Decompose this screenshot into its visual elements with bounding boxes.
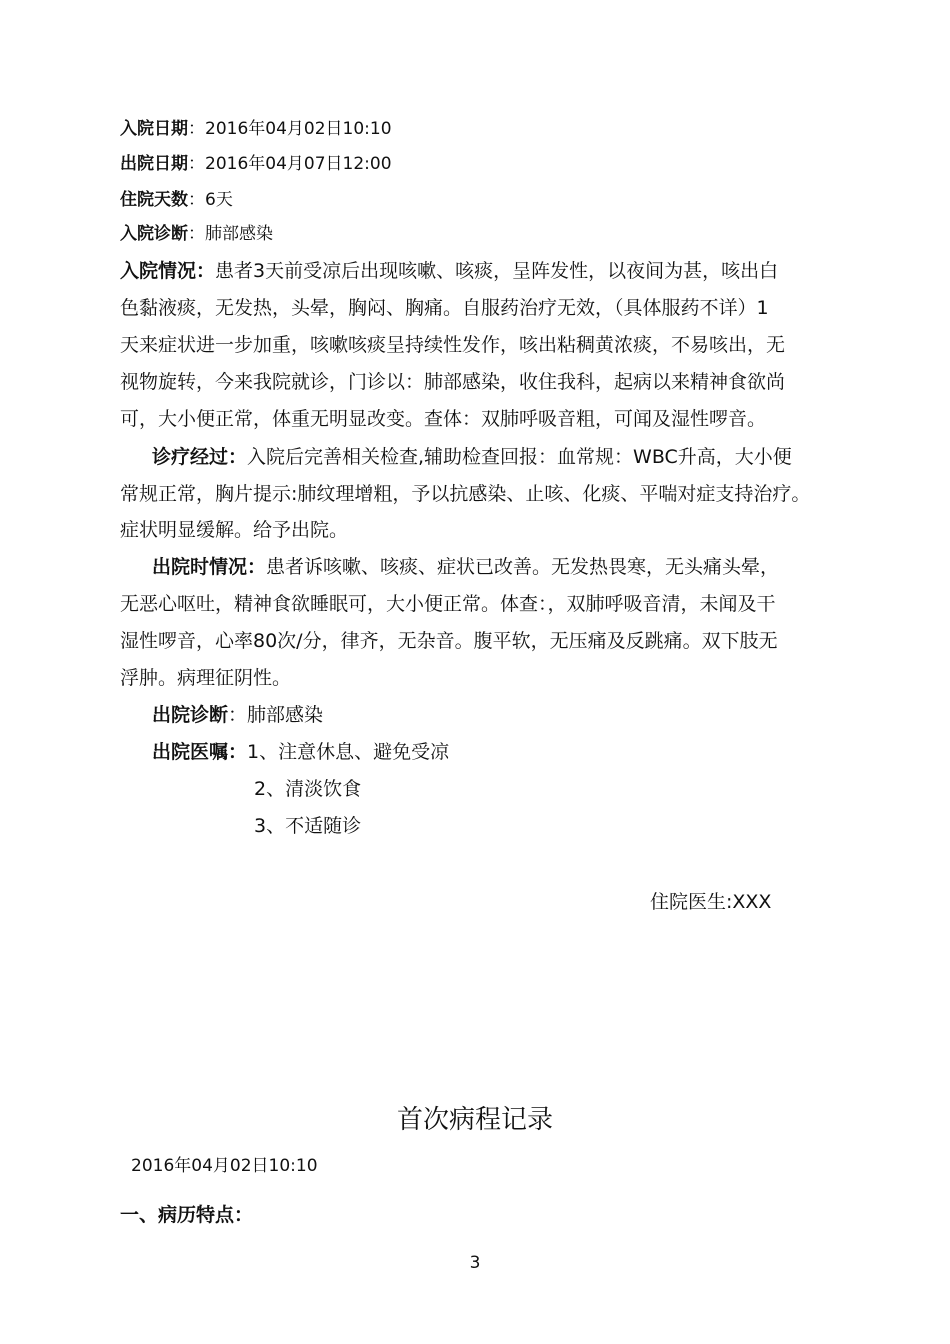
admission-diagnosis-field xyxy=(120,226,273,243)
treatment-label: 诊疗经过： xyxy=(152,446,248,468)
discharge-diagnosis-label: 出院诊断 xyxy=(152,704,229,726)
treatment-line-1 xyxy=(152,448,792,467)
discharge-status-line-1 xyxy=(152,558,779,577)
admission-date-field xyxy=(120,121,392,138)
admission-situation-line-4: 视物旋转，今来我院就诊，门诊以：肺部感染，收住我科，起病以来精神食欲尚 xyxy=(120,371,786,393)
discharge-date-value: 2016年04月07日12:00 xyxy=(205,154,392,174)
stay-days-label: 住院天数 xyxy=(120,190,188,210)
discharge-orders-label: 出院医嘱： xyxy=(152,741,248,763)
admission-situation-line-5: 可，大小便正常，体重无明显改变。查体：双肺呼吸音粗，可闻及湿性啰音。 xyxy=(120,408,767,430)
section-heading: 一、病历特点： xyxy=(120,1204,254,1226)
stay-days-value: 6天 xyxy=(205,190,233,210)
admission-date-label: 入院日期 xyxy=(120,119,188,139)
admission-diagnosis-value: 肺部感染 xyxy=(205,224,273,244)
discharge-date-sep: ： xyxy=(188,154,205,174)
page-number: 3 xyxy=(469,1253,481,1273)
stay-days-field xyxy=(120,192,233,209)
section-title: 首次病程记录 xyxy=(396,1105,553,1135)
discharge-diagnosis-field xyxy=(152,706,323,725)
treatment-line-2: 常规正常，胸片提示:肺纹理增粗，予以抗感染、止咳、化痰、平喘对症支持治疗。 xyxy=(120,483,811,505)
discharge-status-label: 出院时情况： xyxy=(152,556,267,578)
record-date: 2016年04月02日10:10 xyxy=(131,1156,318,1176)
treatment-line-3: 症状明显缓解。给予出院。 xyxy=(120,519,349,541)
doctor-signature: 住院医生:XXX xyxy=(650,891,772,913)
admission-situation-line-3: 天来症状进一步加重，咳嗽咳痰呈持续性发作，咳出粘稠黄浓痰，不易咳出，无 xyxy=(120,334,786,356)
discharge-diagnosis-value: 肺部感染 xyxy=(247,704,324,726)
treatment-line-text: 入院后完善相关检查,辅助检查回报：血常规：WBC升高，大小便 xyxy=(247,446,792,468)
discharge-diagnosis-sep: ： xyxy=(228,704,248,726)
discharge-order-item: 3、不适随诊 xyxy=(254,815,362,837)
admission-line-text: 患者3天前受凉后出现咳嗽、咳痰，呈阵发性，以夜间为甚，咳出白 xyxy=(215,260,779,282)
stay-days-sep: ： xyxy=(188,190,205,210)
admission-diagnosis-label: 入院诊断 xyxy=(120,224,188,244)
admission-diagnosis-sep: ： xyxy=(188,224,205,244)
discharge-status-line-4: 浮肿。病理征阴性。 xyxy=(120,667,292,689)
admission-situation-line-1 xyxy=(120,262,778,281)
discharge-orders-line-1 xyxy=(152,743,449,762)
admission-date-value: 2016年04月02日10:10 xyxy=(205,119,392,139)
discharge-date-field xyxy=(120,156,392,173)
admission-situation-line-2: 色黏液痰，无发热，头晕，胸闷、胸痛。自服药治疗无效，（具体服药不详）1 xyxy=(120,297,769,319)
admission-date-sep: ： xyxy=(188,119,205,139)
discharge-status-line-text: 患者诉咳嗽、咳痰、症状已改善。无发热畏寒，无头痛头晕， xyxy=(266,556,780,578)
discharge-status-line-2: 无恶心呕吐，精神食欲睡眠可，大小便正常。体查：，双肺呼吸音清，未闻及干 xyxy=(120,593,776,615)
discharge-order-item: 1、注意休息、避免受凉 xyxy=(247,741,450,763)
admission-situation-label: 入院情况： xyxy=(120,260,216,282)
discharge-date-label: 出院日期 xyxy=(120,154,188,174)
discharge-status-line-3: 湿性啰音，心率80次/分，律齐，无杂音。腹平软，无压痛及反跳痛。双下肢无 xyxy=(120,630,778,652)
discharge-order-item: 2、清淡饮食 xyxy=(254,778,362,800)
